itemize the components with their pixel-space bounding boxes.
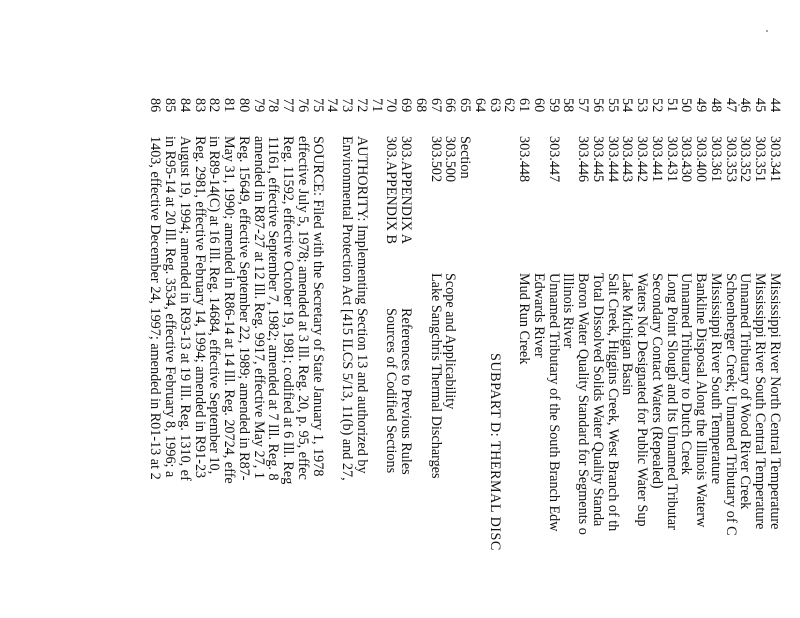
source-row xyxy=(296,98,310,618)
source-text: August 19, 1994; amended in R93-13 at 19 Ill. Reg. 1310, ef xyxy=(177,136,193,481)
section-number: 303.444 xyxy=(604,136,621,183)
toc-row xyxy=(621,98,635,618)
toc-row xyxy=(591,98,605,618)
line-number: 67 xyxy=(427,98,444,113)
line-number: 84 xyxy=(177,98,193,113)
line-number: 86 xyxy=(147,98,164,113)
toc-row xyxy=(665,98,679,618)
section-number: 303.352 xyxy=(737,136,754,183)
line-number: 74 xyxy=(324,98,341,113)
section-title: Total Dissolved Solids Water Quality Standa xyxy=(590,273,606,527)
section-title: Unnamed Tributary of the South Branch Edw xyxy=(545,273,562,532)
source-text: amended in R87-27 at 12 Ill. Reg. 9917, effective May 27, 1 xyxy=(250,136,267,479)
source-text: May 31, 1990; amended in R86-14 at 14 Ill. Reg. 20724, effe xyxy=(221,136,238,484)
line-number: 46 xyxy=(737,98,754,113)
line-number: 57 xyxy=(575,98,592,113)
section-title: Unnamed Tributary of Wood River Creek xyxy=(737,273,754,510)
section-title: Salt Creek, Higgins Creek, West Branch of th xyxy=(604,273,621,532)
section-title: Mississippi River South Central Temperature xyxy=(752,273,769,530)
toc-row xyxy=(576,98,590,618)
blank-row xyxy=(414,98,428,618)
toc-row xyxy=(753,98,767,618)
toc-row xyxy=(724,98,738,618)
source-row xyxy=(163,98,177,618)
section-title: Secondary Contact Waters (Repealed) xyxy=(649,273,665,489)
section-number: 303.353 xyxy=(722,136,739,183)
line-number: 80 xyxy=(236,98,252,113)
line-number: 54 xyxy=(619,98,636,113)
line-number: 68 xyxy=(413,98,429,113)
section-number: 303.400 xyxy=(693,136,710,183)
source-row xyxy=(149,98,163,618)
line-number: 81 xyxy=(221,98,238,113)
section-number: 303.351 xyxy=(752,136,769,183)
line-number: 71 xyxy=(368,98,385,113)
line-number: 61 xyxy=(516,98,533,113)
section-title: Boron Water Quality Standard for Segments o xyxy=(575,273,592,535)
section-number: 303.502 xyxy=(427,136,444,183)
line-number: 47 xyxy=(722,98,739,113)
line-number: 53 xyxy=(634,98,651,113)
appendix-row xyxy=(399,98,413,618)
line-number: 64 xyxy=(472,98,488,113)
source-text: 1403, effective December 24, 1997; amended in R01-13 at 2 xyxy=(147,136,164,480)
line-number: 50 xyxy=(678,98,695,113)
blank-row xyxy=(473,98,487,618)
source-text: in R89-14(C) at 16 Ill. Reg. 14684, effective September 10, xyxy=(206,136,223,475)
source-row xyxy=(178,98,192,618)
line-number: 62 xyxy=(501,98,518,113)
line-number: 72 xyxy=(354,98,370,113)
toc-row xyxy=(606,98,620,618)
line-number: 76 xyxy=(295,98,311,113)
source-row xyxy=(267,98,281,618)
authority-text: AUTHORITY: Implementing Section 13 and authorized by xyxy=(354,136,370,474)
source-text: in R95-14 at 20 Ill. Reg. 3534, effective February 8, 1996; a xyxy=(162,136,179,478)
section-number: 303.431 xyxy=(663,136,680,183)
line-number: 55 xyxy=(604,98,621,113)
line-number: 51 xyxy=(663,98,680,113)
line-number: 60 xyxy=(531,98,547,113)
section-title: Bankline Disposal Along the Illinois Waterw xyxy=(693,273,710,528)
toc-row xyxy=(532,98,546,618)
line-number: 82 xyxy=(206,98,223,113)
source-text: effective July 5, 1978; amended at 3 Ill. Reg. 20, p. 95, effec xyxy=(295,136,311,480)
toc-row xyxy=(547,98,561,618)
line-number: 56 xyxy=(590,98,606,113)
section-number: 303.442 xyxy=(634,136,651,183)
section-number: 303.446 xyxy=(575,136,592,183)
section-title: Scope and Applicability xyxy=(442,273,459,410)
line-number: 83 xyxy=(191,98,208,113)
section-title: Mud Run Creek xyxy=(516,273,533,365)
appendix-number: 303.APPENDIX A xyxy=(398,136,415,244)
toc-row xyxy=(694,98,708,618)
line-number: 73 xyxy=(339,98,356,113)
blank-row xyxy=(326,98,340,618)
section-number: 303.441 xyxy=(649,136,665,183)
line-number: 49 xyxy=(693,98,710,113)
section-number: 303.448 xyxy=(516,136,533,183)
section-title: Edwards River xyxy=(531,273,547,358)
line-number: 66 xyxy=(442,98,459,113)
line-number: 78 xyxy=(265,98,282,113)
blank-row xyxy=(503,98,517,618)
section-title: Unnamed Tributary to Dutch Creek xyxy=(678,273,695,475)
source-text: 11161, effective September 7, 1982; amended at 7 Ill. Reg. 8 xyxy=(265,136,282,481)
section-label-row xyxy=(458,98,472,618)
section-number: 303.443 xyxy=(619,136,636,183)
line-number: 77 xyxy=(280,98,297,113)
line-number: 85 xyxy=(162,98,179,113)
source-row xyxy=(252,98,266,618)
source-text: Reg. 15649, effective September 22, 1989; amended in R87- xyxy=(236,136,252,481)
line-number: 65 xyxy=(457,98,474,113)
source-row xyxy=(208,98,222,618)
section-title: Waters Not Designated for Public Water Sup xyxy=(634,273,651,527)
toc-row xyxy=(680,98,694,618)
toc-row xyxy=(739,98,753,618)
section-title: Schoenberger Creek; Unnamed Tributary of C xyxy=(722,273,739,536)
source-row xyxy=(193,98,207,618)
section-number: 303.447 xyxy=(545,136,562,183)
appendix-title: References to Previous Rules xyxy=(398,308,415,475)
line-number: 63 xyxy=(486,98,503,113)
section-title: Long Point Slough and Its Unnamed Tributar xyxy=(663,273,680,530)
line-number: 44 xyxy=(767,98,783,113)
toc-row xyxy=(562,98,576,618)
section-number: 303.341 xyxy=(767,136,783,183)
section-title: Mississippi River South Temperature xyxy=(708,273,724,485)
section-title: Lake Sangchris Thermal Discharges xyxy=(427,273,444,479)
authority-row xyxy=(355,98,369,618)
subpart-row xyxy=(488,98,502,618)
authority-row xyxy=(340,98,354,618)
line-number: 58 xyxy=(560,98,577,113)
line-number: 70 xyxy=(383,98,400,113)
line-number: 45 xyxy=(752,98,769,113)
source-row xyxy=(281,98,295,618)
source-row xyxy=(237,98,251,618)
source-row xyxy=(311,98,325,618)
toc-row xyxy=(768,98,782,618)
appendix-number: 303.APPENDIX B xyxy=(383,136,400,244)
section-number: 303.500 xyxy=(442,136,459,183)
section-number: 303.430 xyxy=(678,136,695,183)
section-title: Mississippi River North Central Temperature xyxy=(767,273,783,530)
source-text: SOURCE: Filed with the Secretary of State January 1, 1978 xyxy=(309,136,326,477)
authority-text: Environmental Protection Act [415 ILCS 5/13, 11(b) and 27, xyxy=(339,136,356,481)
line-number: 79 xyxy=(250,98,267,113)
line-number: 48 xyxy=(708,98,724,113)
section-label: Section xyxy=(457,136,474,179)
line-number: 75 xyxy=(309,98,326,113)
section-number: 303.361 xyxy=(708,136,724,183)
line-number: 52 xyxy=(649,98,665,113)
blank-row xyxy=(370,98,384,618)
section-title: Lake Michigan Basin xyxy=(619,273,636,396)
line-number: 69 xyxy=(398,98,415,113)
toc-row xyxy=(444,98,458,618)
appendix-title: Sources of Codified Sections xyxy=(383,308,400,474)
toc-row xyxy=(429,98,443,618)
subpart-heading: SUBPART D: THERMAL DISC xyxy=(486,353,503,551)
toc-row xyxy=(635,98,649,618)
toc-row xyxy=(709,98,723,618)
appendix-row xyxy=(385,98,399,618)
section-title: Illinois River xyxy=(560,273,577,349)
source-row xyxy=(222,98,236,618)
toc-row xyxy=(517,98,531,618)
toc-row xyxy=(650,98,664,618)
section-number: 303.445 xyxy=(590,136,606,183)
source-text: Reg. 11592, effective October 19, 1981; codified at 6 Ill. Reg xyxy=(280,136,297,485)
line-number: 59 xyxy=(545,98,562,113)
source-text: Reg. 2981, effective February 14, 1994; amended in R91-23 xyxy=(191,136,208,479)
